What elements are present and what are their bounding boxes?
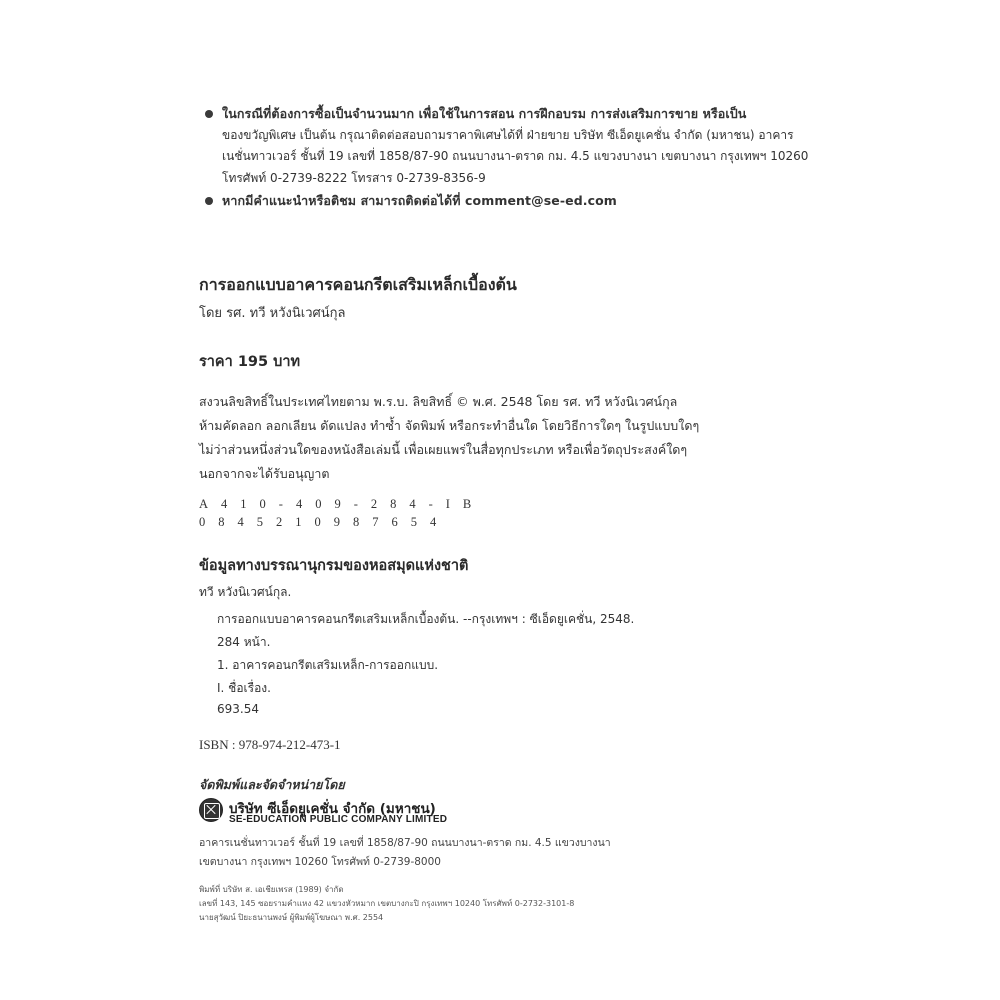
barcode-number: 0845210987654 — [199, 515, 450, 529]
book-price: ราคา 195 บาท — [199, 354, 301, 370]
book-title: การออกแบบอาคารคอนกรีตเสริมเหล็กเบื้องต้น — [199, 275, 517, 294]
bullet-icon — [205, 197, 213, 205]
printer-line-2: เลขที่ 143, 145 ซอยรามคำแหง 42 แขวงหัวหมาก เขตบางกะปิ กรุงเทพฯ 10240 โทรศัพท์ 0-2732-3101-8 — [199, 899, 575, 908]
bullet-icon — [205, 110, 213, 118]
cip-author: ทวี หวังนิเวศน์กุล. — [199, 585, 292, 599]
bulk-order-note-line-4: โทรศัพท์ 0-2739-8222 โทรสาร 0-2739-8356-9 — [222, 171, 486, 185]
publisher-name-english: SE-EDUCATION PUBLIC COMPANY LIMITED — [229, 814, 448, 825]
product-code: A410-409-284-IB — [199, 497, 485, 511]
bulk-order-note-line-2: ของขวัญพิเศษ เป็นต้น กรุณาติดต่อสอบถามราคาพิเศษได้ที่ ฝ่ายขาย บริษัท ซีเอ็ดยูเคชั่น จำกัด (มหาชน) อาคาร — [222, 128, 794, 142]
copyright-line-1: สงวนลิขสิทธิ์ในประเทศไทยตาม พ.ร.บ. ลิขสิทธิ์ © พ.ศ. 2548 โดย รศ. ทวี หวังนิเวศน์กุล — [199, 394, 678, 409]
publisher-logo-icon — [199, 798, 223, 822]
printer-line-3: นายสุวัฒน์ ปิยะธนานพงษ์ ผู้พิมพ์ผู้โฆษณา พ.ศ. 2554 — [199, 913, 384, 922]
publisher-address-line-1: อาคารเนชั่นทาวเวอร์ ชั้นที่ 19 เลขที่ 1858/87-90 ถนนบางนา-ตราด กม. 4.5 แขวงบางนา — [199, 837, 611, 849]
copyright-line-3: ไม่ว่าส่วนหนึ่งส่วนใดของหนังสือเล่มนี้ เพื่อเผยแพร่ในสื่อทุกประเภท หรือเพื่อวัตถุประสงค์ใดๆ — [199, 442, 688, 457]
bulk-order-note-line-3: เนชั่นทาวเวอร์ ชั้นที่ 19 เลขที่ 1858/87-90 ถนนบางนา-ตราด กม. 4.5 แขวงบางนา เขตบางนา กรุงเทพฯ 10260 — [222, 149, 809, 163]
cip-subject: 1. อาคารคอนกรีตเสริมเหล็ก-การออกแบบ. — [217, 658, 439, 672]
publisher-label: จัดพิมพ์และจัดจำหน่ายโดย — [199, 777, 345, 792]
printer-line-1: พิมพ์ที่ บริษัท ส. เอเชียเพรส (1989) จำกัด — [199, 885, 344, 894]
publisher-name-thai: บริษัท ซีเอ็ดยูเคชั่น จำกัด (มหาชน) — [229, 801, 436, 817]
cip-title-note: I. ชื่อเรื่อง. — [217, 681, 271, 695]
cip-pages: 284 หน้า. — [217, 635, 271, 649]
cip-heading: ข้อมูลทางบรรณานุกรมของหอสมุดแห่งชาติ — [199, 558, 469, 574]
copyright-line-2: ห้ามคัดลอก ลอกเลียน ดัดแปลง ทำซ้ำ จัดพิมพ์ หรือกระทำอื่นใด โดยวิธีการใดๆ ในรูปแบบใดๆ — [199, 418, 700, 433]
cip-class-number: 693.54 — [217, 702, 259, 716]
feedback-note: หากมีคำแนะนำหรือติชม สามารถติดต่อได้ที่ comment@se-ed.com — [222, 193, 617, 208]
bulk-order-note-line-1: ในกรณีที่ต้องการซื้อเป็นจำนวนมาก เพื่อใช้ในการสอน การฝึกอบรม การส่งเสริมการขาย หรือเป็น — [222, 106, 747, 121]
book-author: โดย รศ. ทวี หวังนิเวศน์กุล — [199, 306, 346, 321]
isbn: ISBN : 978-974-212-473-1 — [199, 737, 341, 752]
cip-entry: การออกแบบอาคารคอนกรีตเสริมเหล็กเบื้องต้น. --กรุงเทพฯ : ซีเอ็ดยูเคชั่น, 2548. — [217, 612, 635, 626]
publisher-address-line-2: เขตบางนา กรุงเทพฯ 10260 โทรศัพท์ 0-2739-8000 — [199, 856, 441, 868]
copyright-line-4: นอกจากจะได้รับอนุญาต — [199, 466, 330, 481]
